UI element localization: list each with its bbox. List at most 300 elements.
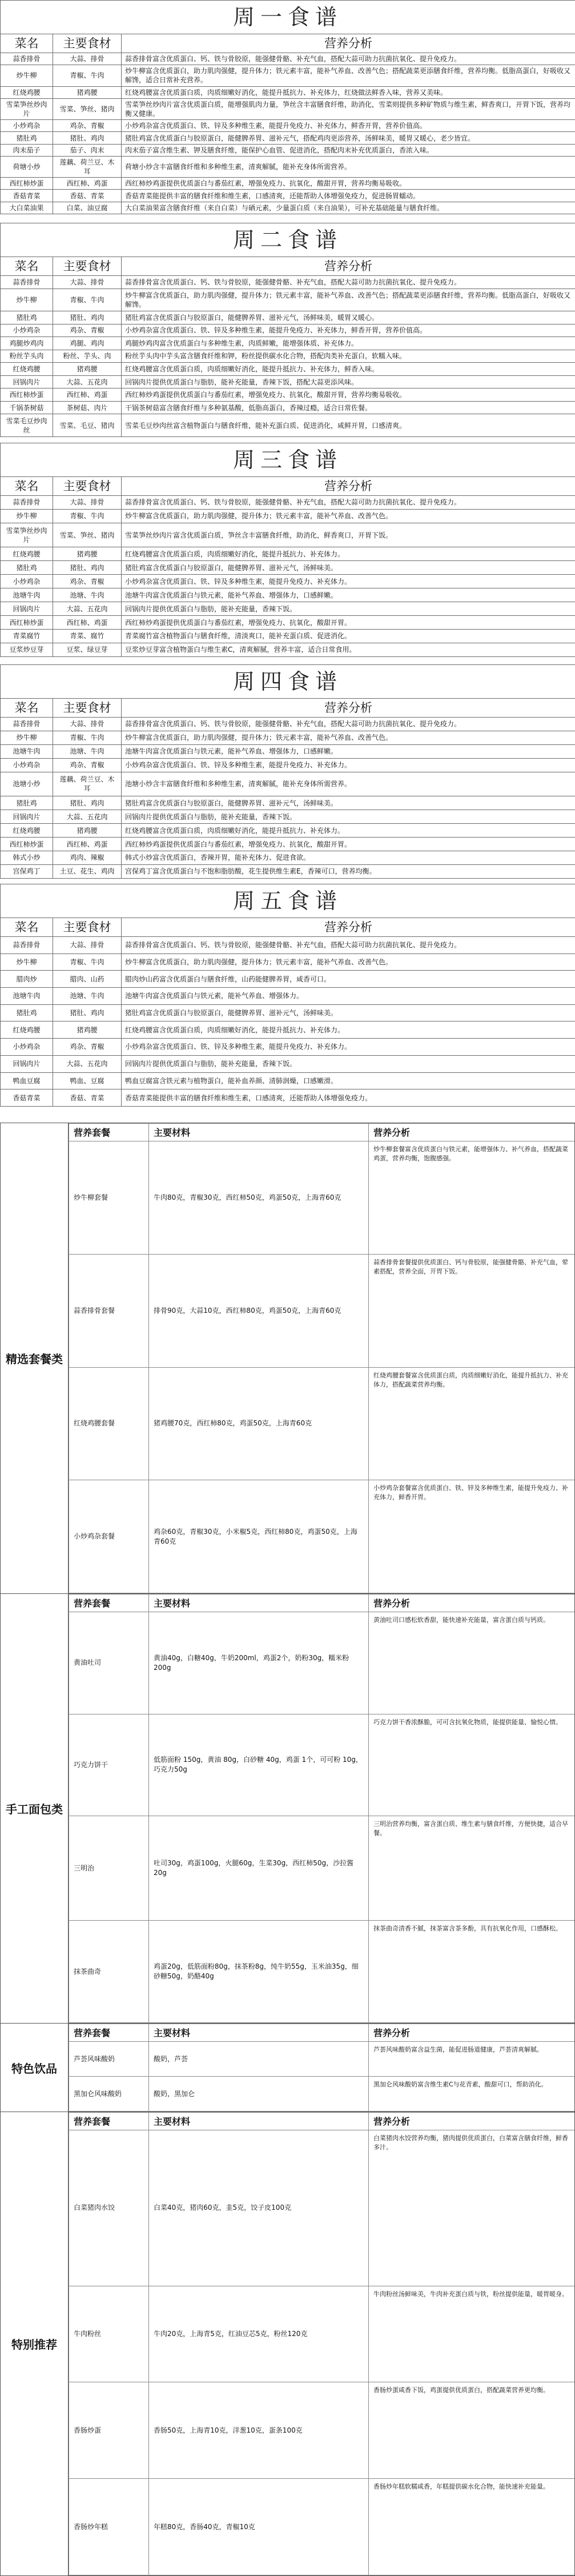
menu-row (1, 575, 575, 588)
menu-row (1, 414, 575, 437)
menu-row (1, 178, 575, 190)
dish-ingredients: 茄子、肉末 (53, 144, 122, 156)
dish-nutrition: 粉丝芋头肉中芋头富含膳食纤维和钾，粉丝提供碳水化合物，搭配肉类补充蛋白，软糯入味。 (122, 350, 575, 363)
dish-ingredients: 鸭血、豆腐 (53, 1072, 122, 1089)
recommend-row (69, 2382, 575, 2479)
dish-ingredients: 青椒、牛肉 (53, 289, 122, 311)
menu-row (1, 561, 575, 575)
section-content (69, 1123, 575, 1594)
menu-row (1, 602, 575, 616)
dish-name: 西红柿炒蛋 (1, 388, 53, 402)
dish-ingredients: 粉丝、芋头、肉 (53, 350, 122, 363)
head-analysis: 营养分析 (369, 1595, 575, 1612)
dish-nutrition: 青菜腐竹富含植物蛋白与膳食纤维，清淡爽口，能补充蛋白质、促进消化。 (122, 629, 575, 643)
menu-row (1, 509, 575, 523)
dish-nutrition: 西红柿炒鸡蛋提供优质蛋白与番茄红素，增强免疫力、抗氧化，酸甜开胃，营养均衡易吸收。 (122, 178, 575, 190)
dish-nutrition: 西红柿炒鸡蛋提供优质蛋白与番茄红素，增强免疫力、抗氧化，酸甜开胃。 (122, 616, 575, 630)
dish-ingredients: 大蒜、五花肉 (53, 1055, 122, 1072)
dish-ingredients: 猪鸡腰 (53, 547, 122, 561)
dish-nutrition: 回锅肉片提供优质蛋白与脂肪，能补充能量，香辣下饭。 (122, 810, 575, 824)
menu-row (1, 276, 575, 289)
menu-row (1, 120, 575, 132)
dish-name: 红烧鸡腰 (1, 547, 53, 561)
dish-name: 回锅肉片 (1, 602, 53, 616)
dish-name: 雪菜笋丝炒肉片 (1, 98, 53, 119)
dish-ingredients: 猪肚、鸡肉 (53, 132, 122, 144)
menu-row (1, 1004, 575, 1021)
head-set: 营养套餐 (69, 1124, 149, 1141)
set-name: 蒜香排骨套餐 (69, 1254, 149, 1367)
menu-row (1, 311, 575, 324)
menu-row (1, 350, 575, 363)
menu-row (1, 1072, 575, 1089)
dish-name: 小炒鸡杂 (1, 120, 53, 132)
dish-nutrition: 蒜香排骨富含优质蛋白、钙、铁与骨胶原，能强健骨骼、补充气血，搭配大蒜可助力抗菌抗氧化、提升免疫力。 (122, 276, 575, 289)
dish-ingredients: 猪肚、鸡肉 (53, 561, 122, 575)
header-dish: 菜名 (1, 34, 53, 53)
dish-nutrition: 雪菜笋丝炒肉片富含优质蛋白质，能增强肌肉力量，笋丝含丰富膳食纤维，助消化，雪菜则提供多种矿物质与维生素，鲜香爽口，开胃下饭，营养均衡又健康。 (122, 98, 575, 119)
dish-ingredients: 鸡杂、青椒 (53, 575, 122, 588)
dish-name: 小炒鸡杂 (1, 1039, 53, 1056)
dish-ingredients: 池塘、牛肉 (53, 588, 122, 602)
set-materials: 低筋面粉 150g，黄油 80g，白砂糖 40g，鸡蛋 1个，可可粉 10g，巧克力50g (149, 1714, 369, 1816)
set-nutrition: 抹茶曲奇清香不腻，抹茶富含茶多酚，具有抗氧化作用，口感酥松。 (369, 1921, 575, 2023)
dish-nutrition: 鸭血豆腐富含铁元素与植物蛋白，能补血养颜、清肺润燥，口感嫩滑。 (122, 1072, 575, 1089)
dish-nutrition: 炒牛柳富含优质蛋白，助力肌肉强健，提升体力；铁元素丰富，能补气养血、改善气色。 (122, 954, 575, 971)
dish-name: 腊肉炒 (1, 971, 53, 988)
dish-ingredients: 西红柿、鸡蛋 (53, 616, 122, 630)
head-analysis: 营养分析 (369, 1124, 575, 1141)
dish-ingredients: 腊肉、山药 (53, 971, 122, 988)
dish-name: 青菜腐竹 (1, 629, 53, 643)
menu-row (1, 547, 575, 561)
menu-row (1, 744, 575, 758)
dish-ingredients: 青椒、牛肉 (53, 509, 122, 523)
menu-row (1, 289, 575, 311)
set-materials: 鸡杂60克，青椒30克，小米椒5克，西红柿80克，鸡蛋50克，上海青60克 (149, 1480, 369, 1593)
dish-ingredients: 大蒜、排骨 (53, 937, 122, 954)
menu-row (1, 1039, 575, 1056)
set-nutrition: 红烧鸡腰套餐富含优质蛋白质，肉质细嫩好消化，能提升抵抗力、补充体力，搭配蔬菜营养均衡。 (369, 1367, 575, 1480)
dish-ingredients: 青菜、腐竹 (53, 629, 122, 643)
dish-name: 豆浆炒豆芽 (1, 643, 53, 656)
head-analysis: 营养分析 (369, 2113, 575, 2130)
dish-nutrition: 肉末茄子富含维生素、钾及膳食纤维，能保护心血管、促进消化，搭配肉末补充优质蛋白，香浓入味。 (122, 144, 575, 156)
set-materials: 吐司30g，鸡蛋100g，火腿60g，生菜30g，西红柿50g，沙拉酱20g (149, 1816, 369, 1921)
set-name: 香肠炒年糕 (69, 2479, 149, 2575)
menu-row (1, 363, 575, 376)
dish-ingredients: 雪菜、笋丝、猪肉 (53, 98, 122, 119)
set-materials: 酸奶，黑加仑 (149, 2077, 369, 2112)
menu-row (1, 337, 575, 350)
dish-name: 小炒鸡杂 (1, 575, 53, 588)
menu-row (1, 616, 575, 630)
dish-name: 红烧鸡腰 (1, 1021, 53, 1039)
menu-row (1, 496, 575, 510)
dish-ingredients: 大蒜、排骨 (53, 718, 122, 731)
dish-ingredients: 猪鸡腰 (53, 86, 122, 98)
section-content (69, 2112, 575, 2576)
dish-nutrition: 炒牛柳富含优质蛋白，助力肌肉强健，提升体力；铁元素丰富，能补气养血、改善气色；搭配蔬菜更添膳食纤维，营养均衡。低脂高蛋白，好吸收又解馋，适合日常补充营养。 (122, 65, 575, 86)
dish-name: 肉末茄子 (1, 144, 53, 156)
section-content (69, 1594, 575, 2024)
menu-row (1, 824, 575, 838)
dish-name: 千锅茶树菇 (1, 401, 53, 414)
set-nutrition: 黑加仑风味酸奶富含维生素C与花青素，酸甜可口，帮助消化。 (369, 2077, 575, 2112)
recommend-row (69, 2479, 575, 2575)
set-materials: 牛肉80克，青椒30克，西红柿50克，鸡蛋50克，上海青60克 (149, 1141, 369, 1255)
recommend-row (69, 1714, 575, 1816)
dish-name: 回锅肉片 (1, 375, 53, 388)
dish-name: 猪肚鸡 (1, 561, 53, 575)
header-dish: 菜名 (1, 699, 53, 718)
menu-row (1, 86, 575, 98)
recommend-row (69, 1480, 575, 1593)
set-nutrition: 三明治营养均衡，富含蛋白质、维生素与膳食纤维，方便快捷，适合早餐。 (369, 1816, 575, 1921)
set-nutrition: 香肠炒年糕软糯咸香，年糕提供碳水化合物，能快速补充能量。 (369, 2479, 575, 2575)
dish-nutrition: 豆浆炒豆芽富含植物蛋白与维生素C，清爽解腻，营养丰富，适合日常食用。 (122, 643, 575, 656)
head-material: 主要材料 (149, 2113, 369, 2130)
section-category: 特别推荐 (1, 2112, 69, 2576)
dish-ingredients: 池塘、牛肉 (53, 744, 122, 758)
dish-nutrition: 红烧鸡腰富含优质蛋白质，肉质细嫩好消化，能提升抵抗力、补充体力。 (122, 1021, 575, 1039)
dish-nutrition: 西红柿炒鸡蛋提供优质蛋白与番茄红素，增强免疫力、抗氧化，酸甜开胃，营养均衡易吸收。 (122, 388, 575, 402)
menu-row (1, 388, 575, 402)
section-table (69, 2024, 575, 2112)
dish-ingredients: 猪肚、鸡肉 (53, 796, 122, 810)
menu-row (1, 202, 575, 214)
menu-row (1, 324, 575, 337)
section-table (69, 1123, 575, 1593)
menu-row (1, 758, 575, 772)
week-title: 周二食谱 (1, 223, 575, 257)
menu-row (1, 629, 575, 643)
dish-nutrition: 池塘牛肉富含优质蛋白与铁元素，能补气养血、增强体力。 (122, 988, 575, 1005)
dish-name: 猪肚鸡 (1, 311, 53, 324)
header-nutrition: 营养分析 (122, 918, 575, 937)
dish-name: 雪菜毛豆炒肉丝 (1, 414, 53, 437)
dish-nutrition: 红烧鸡腰富含优质蛋白质，肉质细嫩好消化，能提升抵抗力、补充体力。 (122, 824, 575, 838)
dish-nutrition: 池塘小炒含丰富膳食纤维和多种维生素，清爽解腻，能补充身体所需营养。 (122, 772, 575, 796)
dish-nutrition: 小炒鸡杂富含优质蛋白、铁、锌及多种维生素，能提升免疫力、补充体力，鲜香开胃，营养价值高。 (122, 324, 575, 337)
dish-nutrition: 小炒鸡杂富含优质蛋白、铁、锌及多种维生素，能提升免疫力、补充体力。 (122, 1039, 575, 1056)
recommend-row (69, 2042, 575, 2077)
menu-row (1, 971, 575, 988)
dish-ingredients: 青椒、牛肉 (53, 65, 122, 86)
dish-nutrition: 蒜香排骨富含优质蛋白、钙、铁与骨胶原，能强健骨骼、补充气血，搭配大蒜可助力抗菌抗氧化、提升免疫力。 (122, 718, 575, 731)
dish-nutrition: 蒜香排骨富含优质蛋白、钙、铁与骨胶原，能强健骨骼、补充气血，搭配大蒜可助力抗菌抗氧化、提升免疫力。 (122, 496, 575, 510)
dish-name: 雪菜笋丝炒肉片 (1, 523, 53, 547)
section-category: 特色饮品 (1, 2024, 69, 2112)
set-materials: 香肠50克，上海青10克，洋葱10克，蛋条100克 (149, 2382, 369, 2479)
dish-ingredients: 鸡杂、青椒 (53, 324, 122, 337)
dish-ingredients: 猪肚、鸡肉 (53, 311, 122, 324)
dish-ingredients: 豆浆、绿豆芽 (53, 643, 122, 656)
head-material: 主要材料 (149, 2024, 369, 2042)
dish-nutrition: 回锅肉片提供优质蛋白与脂肪，能补充能量，香辣下饭。 (122, 602, 575, 616)
set-name: 黑加仑风味酸奶 (69, 2077, 149, 2112)
head-set: 营养套餐 (69, 2113, 149, 2130)
dish-nutrition: 西红柿炒鸡蛋提供优质蛋白与番茄红素，增强免疫力、抗氧化，酸甜开胃。 (122, 838, 575, 851)
set-nutrition: 白菜猪肉水饺营养均衡，猪肉提供优质蛋白，白菜富含膳食纤维，鲜香多汁。 (369, 2130, 575, 2286)
dish-name: 炒牛柳 (1, 731, 53, 744)
set-nutrition: 巧克力饼干香浓酥脆，可可含抗氧化物质，能提供能量、愉悦心情。 (369, 1714, 575, 1816)
set-name: 白菜猪肉水饺 (69, 2130, 149, 2286)
head-material: 主要材料 (149, 1595, 369, 1612)
menu-row (1, 401, 575, 414)
dish-name: 炒牛柳 (1, 289, 53, 311)
dish-ingredients: 大蒜、五花肉 (53, 375, 122, 388)
dish-ingredients: 池塘、牛肉 (53, 988, 122, 1005)
dish-ingredients: 大蒜、五花肉 (53, 602, 122, 616)
dish-nutrition: 红烧鸡腰富含优质蛋白质，肉质细嫩好消化，能提升抵抗力、补充体力，鲜香入味。 (122, 363, 575, 376)
dish-name: 西红柿炒蛋 (1, 616, 53, 630)
set-name: 香肠炒蛋 (69, 2382, 149, 2479)
menu-row (1, 643, 575, 656)
section-category: 手工面包类 (1, 1594, 69, 2024)
header-nutrition: 营养分析 (122, 34, 575, 53)
dish-name: 池塘小炒 (1, 772, 53, 796)
dish-name: 西红柿炒蛋 (1, 838, 53, 851)
dish-nutrition: 池塘牛肉富含优质蛋白与铁元素，能补气养血、增强体力，口感鲜嫩。 (122, 588, 575, 602)
week-menu-table (0, 884, 575, 1107)
dish-ingredients: 鸡肉、辣椒 (53, 851, 122, 864)
week-menu-table (0, 0, 575, 214)
dish-name: 香菇青菜 (1, 1089, 53, 1107)
set-name: 小炒鸡杂套餐 (69, 1480, 149, 1593)
dish-nutrition: 蒜香排骨富含优质蛋白、钙、铁与骨胶原，能强健骨骼、补充气血，搭配大蒜可助力抗菌抗氧化、提升免疫力。 (122, 937, 575, 954)
dish-ingredients: 鸡腿、鸡肉 (53, 337, 122, 350)
week-title: 周五食谱 (1, 884, 575, 918)
recommend-row (69, 1141, 575, 1255)
week-menu-table (0, 443, 575, 657)
header-nutrition: 营养分析 (122, 477, 575, 496)
dish-name: 鸭血豆腐 (1, 1072, 53, 1089)
dish-ingredients: 猪鸡腰 (53, 363, 122, 376)
menu-row (1, 1089, 575, 1107)
dish-nutrition: 小炒鸡杂富含优质蛋白、铁、锌及多种维生素，能提升免疫力、补充体力。 (122, 758, 575, 772)
head-set: 营养套餐 (69, 1595, 149, 1612)
dish-ingredients: 猪鸡腰 (53, 824, 122, 838)
set-name: 炒牛柳套餐 (69, 1141, 149, 1255)
dish-name: 池塘牛肉 (1, 744, 53, 758)
dish-name: 荷塘小炒 (1, 156, 53, 177)
section-category: 精选套餐类 (1, 1123, 69, 1594)
dish-ingredients: 大蒜、五花肉 (53, 810, 122, 824)
set-name: 牛肉粉丝 (69, 2286, 149, 2382)
dish-nutrition: 炒牛柳富含优质蛋白，助力肌肉强健，提升体力；铁元素丰富，能补气养血、改善气色；搭配蔬菜更添膳食纤维，营养均衡。低脂高蛋白，好吸收又解馋。 (122, 289, 575, 311)
week-menu-table (0, 664, 575, 879)
set-materials: 白菜40克，猪肉60克，韭5克，饺子皮100克 (149, 2130, 369, 2286)
header-ingredients: 主要食材 (53, 918, 122, 937)
dish-name: 猪肚鸡 (1, 132, 53, 144)
section-row (1, 1123, 575, 1594)
dish-ingredients: 鸡杂、青椒 (53, 120, 122, 132)
head-analysis: 营养分析 (369, 2024, 575, 2042)
dish-nutrition: 鸡腿炒鸡肉富含优质蛋白与多种维生素，肉质鲜嫩，能增强体质、补充体力。 (122, 337, 575, 350)
dish-ingredients: 香菇、青菜 (53, 190, 122, 202)
dish-name: 红烧鸡腰 (1, 86, 53, 98)
dish-nutrition: 香菇青菜能提供丰富的膳食纤维和维生素，口感清爽，还能帮助人体增强免疫力。 (122, 1089, 575, 1107)
dish-ingredients: 雪菜、笋丝、猪肉 (53, 523, 122, 547)
dish-nutrition: 大白菜油果富含膳食纤维（来自白菜）与硒元素，少量蛋白质（来自油果），可补充基础能量与膳食纤维。 (122, 202, 575, 214)
dish-ingredients: 土豆、花生、鸡肉 (53, 864, 122, 878)
dish-nutrition: 炒牛柳富含优质蛋白，助力肌肉强健，提升体力；铁元素丰富，能补气养血、改善气色。 (122, 509, 575, 523)
dish-ingredients: 西红柿、鸡蛋 (53, 178, 122, 190)
header-dish: 菜名 (1, 477, 53, 496)
menu-row (1, 132, 575, 144)
week-menu-table (0, 223, 575, 437)
menu-row (1, 864, 575, 878)
dish-name: 粉丝芋头肉 (1, 350, 53, 363)
menu-row (1, 375, 575, 388)
dish-nutrition: 雪菜笋丝炒肉片富含优质蛋白质，笋丝含丰富膳食纤维，助消化，鲜香爽口，开胃下饭。 (122, 523, 575, 547)
dish-ingredients: 猪鸡腰 (53, 1021, 122, 1039)
dish-name: 蒜香排骨 (1, 53, 53, 65)
dish-nutrition: 小炒鸡杂富含优质蛋白、铁、锌及多种维生素，能提升免疫力、补充体力。 (122, 575, 575, 588)
dish-name: 回锅肉片 (1, 1055, 53, 1072)
set-nutrition: 牛肉粉丝汤鲜味美，牛肉补充蛋白质与铁，粉丝提供能量，暖胃暖身。 (369, 2286, 575, 2382)
set-materials: 牛肉20克，上海青5克，红油豆芯5克，粉丝120克 (149, 2286, 369, 2382)
dish-name: 宫保鸡丁 (1, 864, 53, 878)
dish-nutrition: 猪肚鸡富含优质蛋白与胶原蛋白，能健脾养胃、滋补元气，汤鲜味美。 (122, 796, 575, 810)
set-name: 黄油吐司 (69, 1612, 149, 1714)
dish-nutrition: 回锅肉片提供优质蛋白与脂肪，能补充能量，香辣下饭，搭配大蒜更添风味。 (122, 375, 575, 388)
set-name: 三明治 (69, 1816, 149, 1921)
header-dish: 菜名 (1, 257, 53, 276)
menu-row (1, 144, 575, 156)
dish-nutrition: 红烧鸡腰富含优质蛋白质，肉质细嫩好消化，能提升抵抗力、补充体力。 (122, 547, 575, 561)
menu-row (1, 954, 575, 971)
dish-nutrition: 猪肚鸡富含优质蛋白与胶原蛋白，能健脾养胃、滋补元气，汤鲜味美。 (122, 561, 575, 575)
dish-name: 红烧鸡腰 (1, 824, 53, 838)
header-ingredients: 主要食材 (53, 257, 122, 276)
head-material: 主要材料 (149, 1124, 369, 1141)
set-nutrition: 蒜香排骨套餐提供优质蛋白、钙与骨胶原，能强健骨骼、补充气血，荤素搭配，营养全面，开胃下饭。 (369, 1254, 575, 1367)
header-dish: 菜名 (1, 918, 53, 937)
set-materials: 排骨90克，大蒜10克，西红柿80克，鸡蛋50克，上海青60克 (149, 1254, 369, 1367)
section-row (1, 2024, 575, 2112)
dish-name: 红烧鸡腰 (1, 363, 53, 376)
section-row (1, 1594, 575, 2024)
dish-nutrition: 红烧鸡腰富含优质蛋白质，肉质细嫩好消化，能提升抵抗力、补充体力，红烧做法鲜香入味，营养又美味。 (122, 86, 575, 98)
dish-ingredients: 大蒜、排骨 (53, 276, 122, 289)
set-name: 巧克力饼干 (69, 1714, 149, 1816)
dish-name: 炒牛柳 (1, 509, 53, 523)
recommend-row (69, 2286, 575, 2382)
dish-name: 猪肚鸡 (1, 796, 53, 810)
recommend-table (0, 1123, 575, 2576)
set-materials: 鸡蛋20g，低筋面粉80g，抹茶粉8g，纯牛奶55g，玉米油35g，细砂糖50g，奶酪40g (149, 1921, 369, 2023)
dish-nutrition: 小炒鸡杂富含优质蛋白、铁、锌及多种维生素，能提升免疫力、补充体力，鲜香开胃，营养价值高。 (122, 120, 575, 132)
dish-name: 池塘牛肉 (1, 588, 53, 602)
dish-ingredients: 香菇、青菜 (53, 1089, 122, 1107)
dish-nutrition: 干锅茶树菇富含膳食纤维与多种氨基酸，低脂高蛋白，香辣过瘾，适合日常佐餐。 (122, 401, 575, 414)
set-nutrition: 芦荟风味酸奶富含益生菌，能促进肠道健康，芦荟清爽解腻。 (369, 2042, 575, 2077)
dish-name: 炒牛柳 (1, 954, 53, 971)
set-nutrition: 小炒鸡杂套餐富含优质蛋白、铁、锌及多种维生素，能提升免疫力、补充体力，鲜香开胃。 (369, 1480, 575, 1593)
recommend-row (69, 1816, 575, 1921)
menu-row (1, 988, 575, 1005)
dish-nutrition: 猪肚鸡富含优质蛋白与胶原蛋白，能健脾养胃、滋补元气，搭配鸡肉更添营养，汤鲜味美，暖胃又暖心，老少皆宜。 (122, 132, 575, 144)
header-nutrition: 营养分析 (122, 699, 575, 718)
dish-ingredients: 青椒、牛肉 (53, 954, 122, 971)
week-title: 周一食谱 (1, 1, 575, 34)
menu-row (1, 851, 575, 864)
menu-row (1, 796, 575, 810)
dish-ingredients: 大蒜、排骨 (53, 53, 122, 65)
menu-row (1, 53, 575, 65)
menu-row (1, 588, 575, 602)
set-materials: 黄油40g，白糖40g，牛奶200ml，鸡蛋2个，奶粉30g，糯米粉200g (149, 1612, 369, 1714)
dish-name: 回锅肉片 (1, 810, 53, 824)
dish-name: 大白菜油果 (1, 202, 53, 214)
set-nutrition: 炒牛柳套餐富含优质蛋白与铁元素，能增强体力、补气养血，搭配蔬菜鸡蛋，营养均衡，饱腹感强。 (369, 1141, 575, 1255)
dish-nutrition: 蒜香排骨富含优质蛋白、钙、铁与骨胶原，能强健骨骼、补充气血，搭配大蒜可助力抗菌抗氧化、提升免疫力。 (122, 53, 575, 65)
dish-ingredients: 鸡杂、青椒 (53, 1039, 122, 1056)
menu-row (1, 731, 575, 744)
dish-name: 小炒鸡杂 (1, 758, 53, 772)
dish-name: 小炒鸡杂 (1, 324, 53, 337)
recommend-row (69, 1612, 575, 1714)
dish-ingredients: 西红柿、鸡蛋 (53, 388, 122, 402)
dish-name: 炒牛柳 (1, 65, 53, 86)
dish-ingredients: 青椒、牛肉 (53, 731, 122, 744)
menu-row (1, 190, 575, 202)
set-name: 芦荟风味酸奶 (69, 2042, 149, 2077)
menu-row (1, 1055, 575, 1072)
recommend-row (69, 1921, 575, 2023)
dish-nutrition: 宫保鸡丁富含优质蛋白与不饱和脂肪酸，花生提供维生素E，香辣可口，营养均衡。 (122, 864, 575, 878)
header-ingredients: 主要食材 (53, 34, 122, 53)
set-nutrition: 香肠炒蛋咸香下饭，鸡蛋提供优质蛋白，搭配蔬菜营养更均衡。 (369, 2382, 575, 2479)
set-materials: 酸奶，芦荟 (149, 2042, 369, 2077)
section-table (69, 2112, 575, 2575)
dish-nutrition: 荷塘小炒含丰富膳食纤维和多种维生素，清爽解腻，能补充身体所需营养。 (122, 156, 575, 177)
menu-row (1, 772, 575, 796)
header-ingredients: 主要食材 (53, 699, 122, 718)
set-nutrition: 黄油吐司口感松软香甜，能快速补充能量，富含蛋白质与钙质。 (369, 1612, 575, 1714)
dish-name: 池塘牛肉 (1, 988, 53, 1005)
dish-ingredients: 鸡杂、青椒 (53, 758, 122, 772)
dish-ingredients: 大蒜、排骨 (53, 496, 122, 510)
menu-row (1, 98, 575, 119)
dish-name: 猪肚鸡 (1, 1004, 53, 1021)
recommend-row (69, 2077, 575, 2112)
header-ingredients: 主要食材 (53, 477, 122, 496)
dish-name: 香菇青菜 (1, 190, 53, 202)
dish-nutrition: 香菇青菜能提供丰富的膳食纤维和维生素，口感清爽，还能帮助人体增强免疫力，促进肠胃蠕动。 (122, 190, 575, 202)
week-title: 周四食谱 (1, 665, 575, 699)
set-name: 抹茶曲奇 (69, 1921, 149, 2023)
recommend-row (69, 1254, 575, 1367)
menu-row (1, 718, 575, 731)
dish-name: 西红柿炒蛋 (1, 178, 53, 190)
dish-nutrition: 腊肉炒山药富含优质蛋白与膳食纤维，山药能健脾养胃，咸香可口。 (122, 971, 575, 988)
menu-row (1, 65, 575, 86)
set-materials: 猪鸡腰70克，西红柿80克，鸡蛋50克，上海青60克 (149, 1367, 369, 1480)
head-set: 营养套餐 (69, 2024, 149, 2042)
dish-nutrition: 炒牛柳富含优质蛋白，助力肌肉强健，提升体力；铁元素丰富，能补气养血、改善气色。 (122, 731, 575, 744)
dish-ingredients: 猪肚、鸡肉 (53, 1004, 122, 1021)
menu-row (1, 937, 575, 954)
dish-nutrition: 猪肚鸡富含优质蛋白与胶原蛋白，能健脾养胃、滋补元气，汤鲜味美。 (122, 1004, 575, 1021)
set-name: 红烧鸡腰套餐 (69, 1367, 149, 1480)
section-row (1, 2112, 575, 2576)
dish-name: 蒜香排骨 (1, 718, 53, 731)
dish-name: 韩式小炒 (1, 851, 53, 864)
dish-ingredients: 莲藕、荷兰豆、木耳 (53, 772, 122, 796)
